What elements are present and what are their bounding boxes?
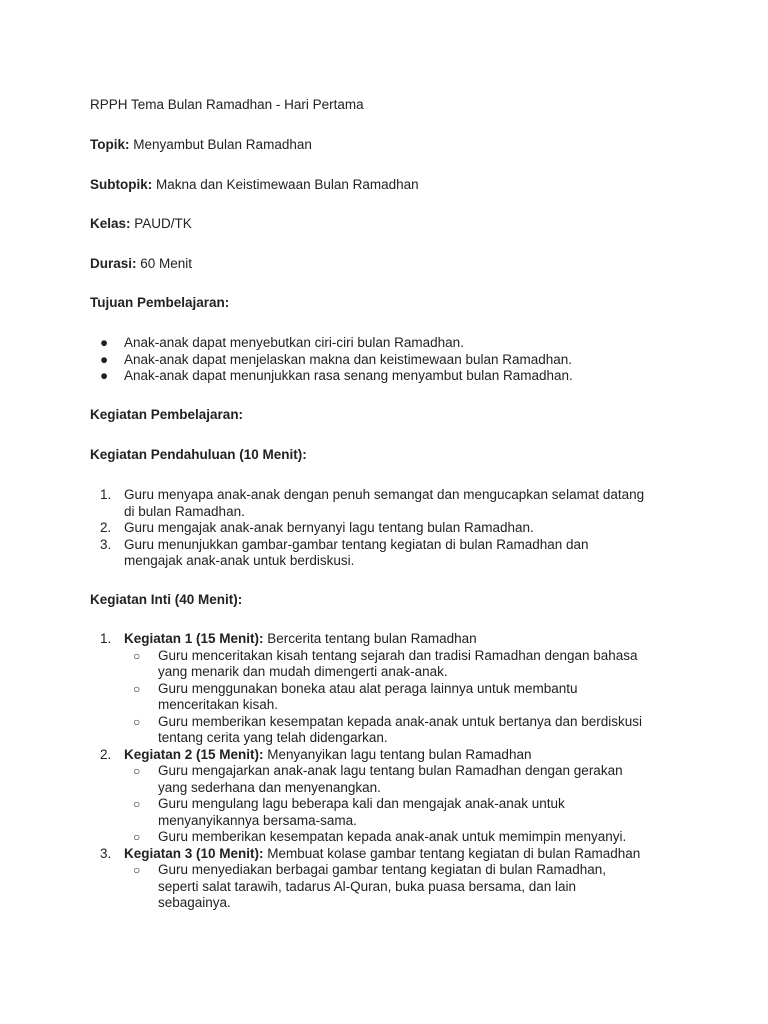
list-item-text: Guru mengajak anak-anak bernyanyi lagu tentang bulan Ramadhan. <box>124 520 534 535</box>
kelas-value: PAUD/TK <box>130 216 192 231</box>
bullet-icon: ● <box>100 351 109 367</box>
sub-list <box>124 763 650 846</box>
list-item <box>90 846 650 912</box>
durasi-label: Durasi: <box>90 256 137 271</box>
list-number: 2. <box>100 520 112 535</box>
inti-list <box>90 631 650 912</box>
circle-bullet-icon: ○ <box>133 764 141 778</box>
list-item <box>90 631 650 747</box>
list-item <box>90 335 650 352</box>
bullet-icon: ● <box>100 335 109 350</box>
kegiatan-label: Kegiatan 2 (15 Menit): <box>124 746 264 762</box>
circle-bullet-icon: ○ <box>133 714 141 729</box>
list-number: 3. <box>100 536 112 552</box>
tujuan-heading: Tujuan Pembelajaran: <box>90 295 230 310</box>
sub-list-item <box>124 681 650 714</box>
list-item-text: Guru menyapa anak-anak dengan penuh semangat dan mengucapkan selamat datang di bulan Ramadhan. <box>124 487 645 519</box>
kegiatan-text: Membuat kolase gambar tentang kegiatan di bulan Ramadhan <box>263 845 641 861</box>
kelas-line <box>90 216 192 233</box>
sub-item-text: Guru menceritakan kisah tentang sejarah dan tradisi Ramadhan dengan bahasa yang menarik dan mudah dimengerti anak-anak. <box>158 647 638 679</box>
list-number: 1. <box>100 631 112 646</box>
sub-item-text: Guru memberikan kesempatan kepada anak-anak untuk memimpin menyanyi. <box>158 829 627 844</box>
sub-list <box>124 862 650 912</box>
sub-list-item <box>124 714 650 747</box>
subtopik-line <box>90 177 419 194</box>
sub-item-text: Guru memberikan kesempatan kepada anak-anak untuk bertanya dan berdiskusi tentang cerita yang telah didengarkan. <box>158 713 643 745</box>
list-number: 3. <box>100 845 112 861</box>
sub-item-text: Guru mengulang lagu beberapa kali dan mengajak anak-anak untuk menyanyikannya bersama-sama. <box>158 796 565 828</box>
list-item <box>90 537 650 570</box>
circle-bullet-icon: ○ <box>133 648 141 663</box>
kegiatan-heading: Kegiatan Pembelajaran: <box>90 407 244 422</box>
kelas-label: Kelas: <box>90 216 131 231</box>
inti-heading: Kegiatan Inti (40 Menit): <box>90 592 243 607</box>
pendahuluan-list <box>90 487 650 570</box>
subtopik-value: Makna dan Keistimewaan Bulan Ramadhan <box>152 177 419 192</box>
bullet-icon: ● <box>100 368 109 383</box>
subtopik-label: Subtopik: <box>90 177 153 192</box>
list-number: 1. <box>100 487 112 502</box>
sub-list-item <box>124 648 650 681</box>
durasi-value: 60 Menit <box>136 256 193 271</box>
list-item-text: Anak-anak dapat menyebutkan ciri-ciri bulan Ramadhan. <box>124 335 464 350</box>
circle-bullet-icon: ○ <box>133 681 141 696</box>
doc-title: RPPH Tema Bulan Ramadhan - Hari Pertama <box>90 97 364 112</box>
kegiatan-label: Kegiatan 3 (10 Menit): <box>124 845 264 861</box>
kegiatan-text: Bercerita tentang bulan Ramadhan <box>263 631 477 646</box>
circle-bullet-icon: ○ <box>133 797 141 811</box>
durasi-line <box>90 256 192 273</box>
circle-bullet-icon: ○ <box>133 863 141 877</box>
list-item-text: Guru menunjukkan gambar-gambar tentang kegiatan di bulan Ramadhan dan mengajak anak-anak untuk berdiskusi. <box>124 536 589 568</box>
topik-value: Menyambut Bulan Ramadhan <box>129 137 312 152</box>
sub-list-item <box>124 862 650 912</box>
topik-line <box>90 137 312 154</box>
tujuan-list <box>90 335 650 385</box>
list-item <box>90 520 650 537</box>
list-item <box>90 747 650 846</box>
sub-list-item <box>124 763 650 796</box>
list-item <box>90 352 650 369</box>
list-item-text: Anak-anak dapat menjelaskan makna dan keistimewaan bulan Ramadhan. <box>124 351 573 367</box>
sub-list <box>124 648 650 747</box>
sub-list-item <box>124 796 650 829</box>
topik-label: Topik: <box>90 137 130 152</box>
list-item <box>90 487 650 520</box>
pendahuluan-heading: Kegiatan Pendahuluan (10 Menit): <box>90 447 307 462</box>
kegiatan-text: Menyanyikan lagu tentang bulan Ramadhan <box>263 746 532 762</box>
kegiatan-label: Kegiatan 1 (15 Menit): <box>124 631 264 646</box>
list-item-text: Anak-anak dapat menunjukkan rasa senang menyambut bulan Ramadhan. <box>124 368 573 383</box>
circle-bullet-icon: ○ <box>133 830 141 844</box>
sub-item-text: Guru menggunakan boneka atau alat peraga lainnya untuk membantu menceritakan kisah. <box>158 680 578 712</box>
list-item <box>90 368 650 385</box>
sub-item-text: Guru menyediakan berbagai gambar tentang kegiatan di bulan Ramadhan, seperti salat tarawih, tadarus Al-Quran, buka puasa bersama, dan lain sebagainya. <box>158 862 607 910</box>
sub-list-item <box>124 829 650 846</box>
list-number: 2. <box>100 746 112 762</box>
sub-item-text: Guru mengajarkan anak-anak lagu tentang bulan Ramadhan dengan gerakan yang sederhana dan menyenangkan. <box>158 763 623 795</box>
